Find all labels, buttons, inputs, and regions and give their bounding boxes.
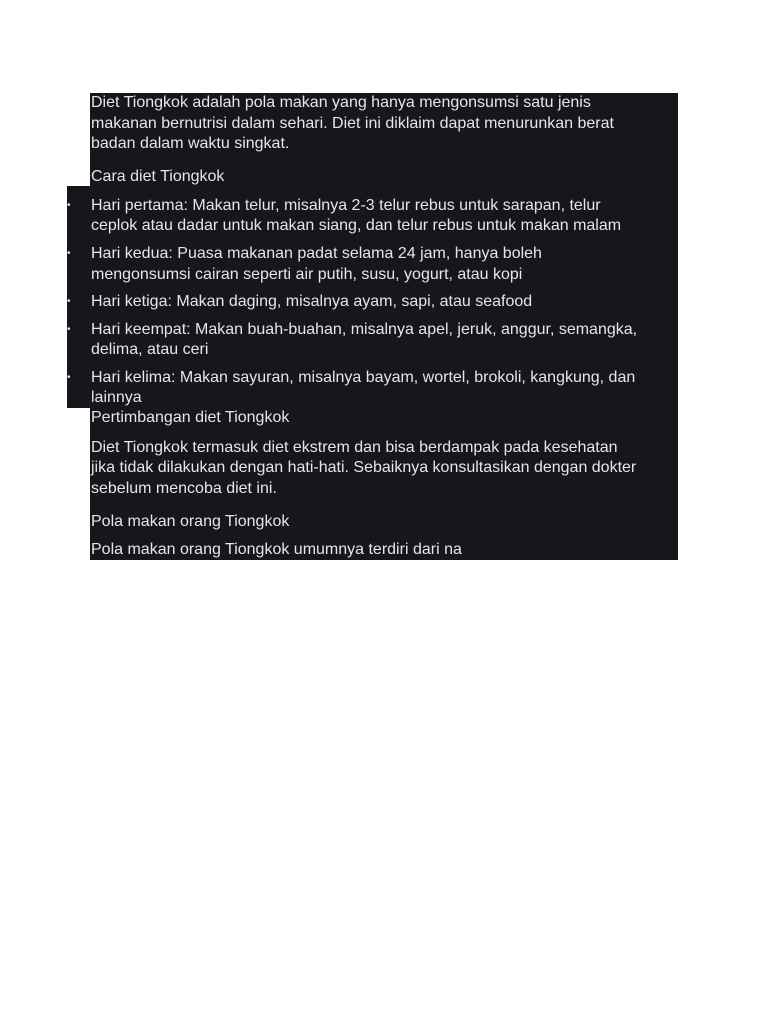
list-item-line: delima, atau ceri	[91, 341, 209, 358]
bullet-icon: •	[67, 248, 71, 259]
intro-paragraph-line: badan dalam waktu singkat.	[91, 135, 290, 152]
bullet-icon: •	[67, 372, 71, 383]
pertimbangan-paragraph-line: jika tidak dilakukan dengan hati-hati. Sebaiknya konsultasikan dengan dokter	[91, 459, 637, 476]
list-item-line: Hari ketiga: Makan daging, misalnya ayam, sapi, atau seafood	[91, 293, 533, 310]
pertimbangan-paragraph-line: Diet Tiongkok termasuk diet ekstrem dan bisa berdampak pada kesehatan	[91, 439, 618, 456]
bullet-icon: •	[67, 296, 71, 307]
list-item-line: mengonsumsi cairan seperti air putih, susu, yogurt, atau kopi	[91, 266, 523, 283]
list-item-line: Hari pertama: Makan telur, misalnya 2-3 telur rebus untuk sarapan, telur	[91, 197, 601, 214]
intro-paragraph-line: makanan bernutrisi dalam sehari. Diet ini diklaim dapat menurunkan berat	[91, 115, 614, 132]
intro-paragraph-line: Diet Tiongkok adalah pola makan yang hanya mengonsumsi satu jenis	[91, 94, 591, 111]
list-item-line: Hari kelima: Makan sayuran, misalnya bayam, wortel, brokoli, kangkung, dan	[91, 369, 636, 386]
list-item-line: ceplok atau dadar untuk makan siang, dan telur rebus untuk makan malam	[91, 217, 622, 234]
bullet-icon: •	[67, 324, 71, 335]
section-heading-pola: Pola makan orang Tiongkok	[91, 513, 290, 530]
list-item-line: Hari keempat: Makan buah-buahan, misalnya apel, jeruk, anggur, semangka,	[91, 321, 638, 338]
section-heading-cara: Cara diet Tiongkok	[91, 168, 225, 185]
list-item-line: Hari kedua: Puasa makanan padat selama 24 jam, hanya boleh	[91, 245, 542, 262]
pertimbangan-paragraph-line: sebelum mencoba diet ini.	[91, 480, 277, 497]
bullet-icon: •	[67, 200, 71, 211]
list-item-line: lainnya	[91, 389, 142, 406]
section-heading-pertimbangan: Pertimbangan diet Tiongkok	[91, 409, 290, 426]
pola-paragraph-line: Pola makan orang Tiongkok umumnya terdiri dari na	[91, 541, 462, 558]
